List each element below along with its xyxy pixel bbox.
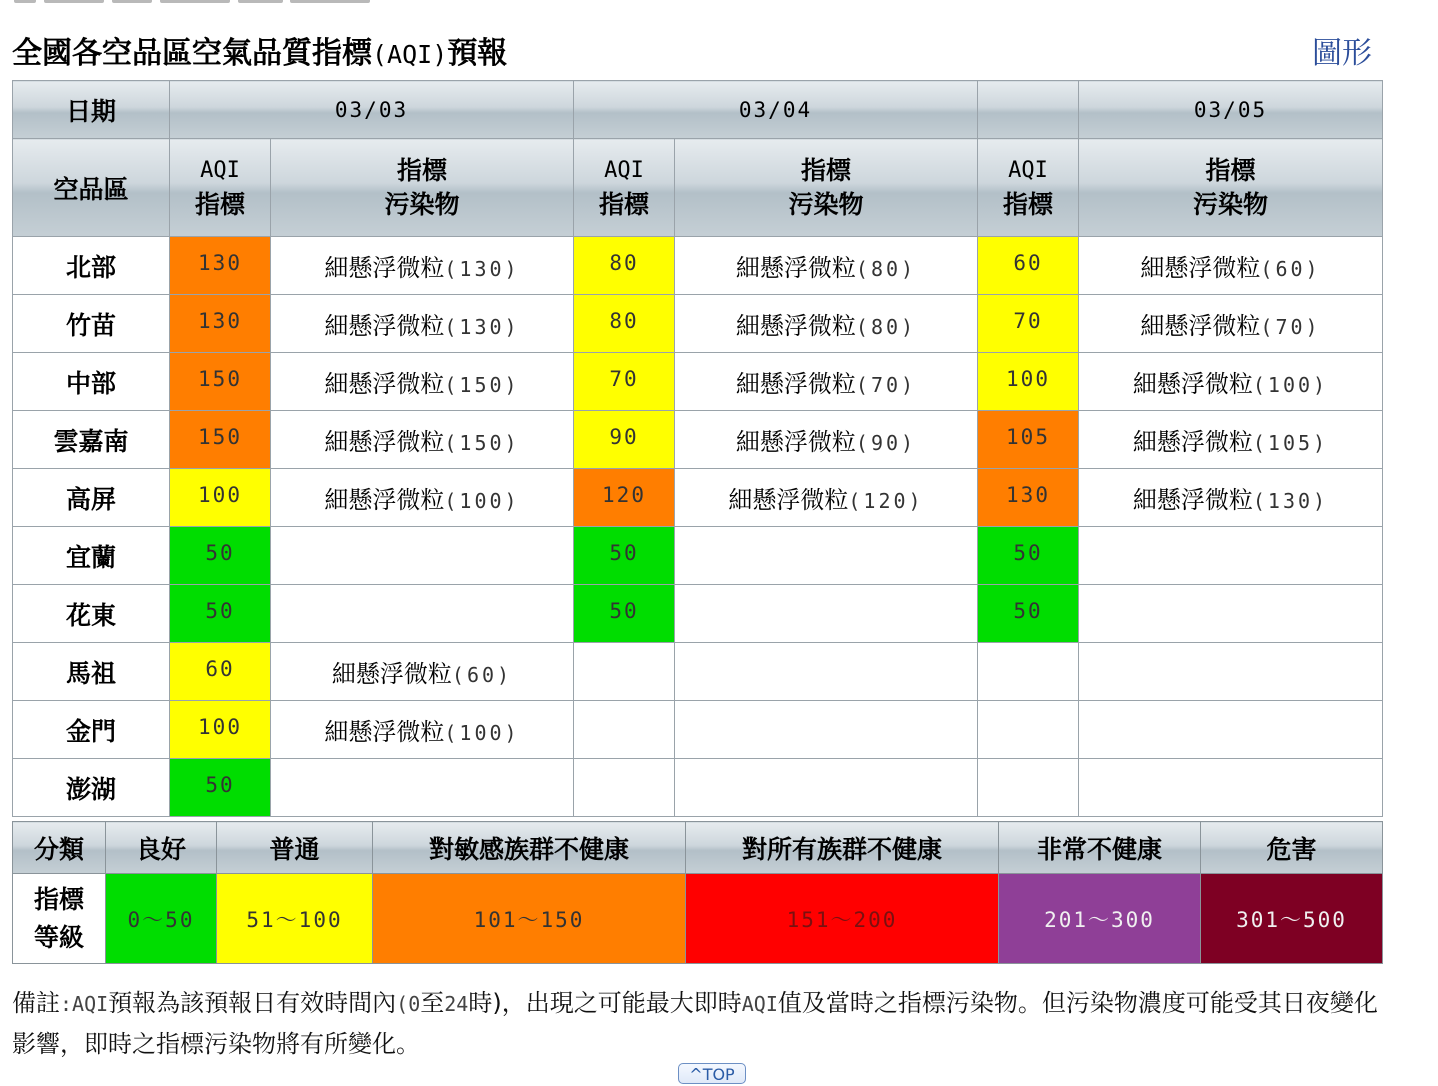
- legend-range-cell: 0～50: [106, 874, 217, 964]
- aqi-value-cell: 130: [170, 295, 271, 353]
- pollutant-value: (100): [444, 721, 520, 745]
- pollutant-cell: [271, 759, 574, 817]
- pollutant-cell: [675, 295, 978, 353]
- aqi-value-cell: 60: [170, 643, 271, 701]
- pollutant-cell: [1079, 469, 1383, 527]
- pollutant-cell: [1079, 585, 1383, 643]
- pollutant-name: 細懸浮微粒: [1140, 312, 1261, 340]
- pollutant-value: (120): [848, 489, 924, 513]
- aqi-value-cell: 50: [978, 527, 1079, 585]
- legend-category-name: 普通: [217, 822, 373, 874]
- pollutant-cell: [271, 527, 574, 585]
- pollutant-header: 指標 污染物: [1079, 139, 1383, 237]
- pollutant-name: 細懸浮微粒: [735, 312, 856, 340]
- legend-range-cell: 301～500: [1201, 874, 1383, 964]
- table-row: [13, 585, 1383, 643]
- aqi-value-cell: 80: [574, 295, 675, 353]
- pollutant-cell: [271, 469, 574, 527]
- aqi-header: AQI 指標: [574, 139, 675, 237]
- title-code: (AQI): [372, 40, 448, 69]
- aqi-value-cell: [574, 759, 675, 817]
- aqi-value-cell: 50: [170, 585, 271, 643]
- table-row: [13, 353, 1383, 411]
- pollutant-name: 細懸浮微粒: [324, 428, 445, 456]
- forecast-table: [12, 80, 1383, 817]
- back-to-top-button[interactable]: ^TOP: [678, 1063, 746, 1084]
- pollutant-name: 細懸浮微粒: [331, 660, 452, 688]
- aqi-value-cell: 105: [978, 411, 1079, 469]
- pollutant-name: 細懸浮微粒: [1132, 370, 1253, 398]
- pollutant-cell: [1079, 759, 1383, 817]
- pollutant-cell: [271, 585, 574, 643]
- region-name: 澎湖: [13, 759, 170, 817]
- pollutant-value: (80): [855, 257, 917, 281]
- legend-category-name: 對敏感族群不健康: [373, 822, 686, 874]
- pollutant-value: (130): [1252, 489, 1329, 513]
- legend-range-cell: 201～300: [999, 874, 1201, 964]
- footnote: 備註:AQI預報為該預報日有效時間內(0至24時)，出現之可能最大即時AQI值及當時之指標污染物。但污染物濃度可能受其日夜變化影響，即時之指標污染物將有所變化。: [12, 989, 1378, 1058]
- legend-category-name: 危害: [1201, 822, 1383, 874]
- pollutant-cell: [675, 353, 978, 411]
- region-name: 中部: [13, 353, 170, 411]
- pollutant-value: (150): [444, 373, 520, 397]
- region-name: 雲嘉南: [13, 411, 170, 469]
- aqi-value-cell: 80: [574, 237, 675, 295]
- aqi-value-cell: 50: [574, 527, 675, 585]
- title-suffix: 預報: [447, 36, 508, 71]
- pollutant-value: (60): [1260, 257, 1321, 281]
- region-name: 馬祖: [13, 643, 170, 701]
- date-0305: 03/05: [1079, 81, 1383, 139]
- pollutant-name: 細懸浮微粒: [324, 370, 445, 398]
- table-row: [13, 295, 1383, 353]
- pollutant-value: (100): [1252, 373, 1329, 397]
- date-0303: 03/03: [170, 81, 574, 139]
- pollutant-header: 指標 污染物: [271, 139, 574, 237]
- pollutant-cell: [675, 643, 978, 701]
- region-name: 高屏: [13, 469, 170, 527]
- pollutant-cell: [675, 411, 978, 469]
- table-row: [13, 237, 1383, 295]
- chart-link[interactable]: 圖形: [1312, 36, 1372, 71]
- legend-range-cell: 51～100: [217, 874, 373, 964]
- pollutant-cell: [1079, 353, 1383, 411]
- aqi-value-cell: 70: [574, 353, 675, 411]
- aqi-legend-table: [12, 821, 1383, 964]
- region-name: 北部: [13, 237, 170, 295]
- pollutant-cell: [1079, 295, 1383, 353]
- page-title: [12, 34, 507, 74]
- pollutant-name: 細懸浮微粒: [324, 486, 445, 514]
- pollutant-value: (150): [444, 431, 520, 455]
- aqi-value-cell: 60: [978, 237, 1079, 295]
- pollutant-value: (130): [444, 315, 520, 339]
- table-row: [13, 759, 1383, 817]
- legend-index-label: 指標 等級: [13, 874, 106, 964]
- aqi-value-cell: 130: [978, 469, 1079, 527]
- region-name: 金門: [13, 701, 170, 759]
- pollutant-cell: [271, 643, 574, 701]
- aqi-value-cell: 70: [978, 295, 1079, 353]
- pollutant-name: 細懸浮微粒: [324, 718, 445, 746]
- pollutant-cell: [271, 411, 574, 469]
- top-cropped-strip: [0, 0, 1438, 6]
- aqi-value-cell: 100: [978, 353, 1079, 411]
- aqi-value-cell: 50: [170, 759, 271, 817]
- table-row: [13, 411, 1383, 469]
- table-row: [13, 469, 1383, 527]
- pollutant-value: (70): [855, 373, 917, 397]
- pollutant-name: 細懸浮微粒: [728, 486, 849, 514]
- pollutant-name: 細懸浮微粒: [324, 254, 445, 282]
- pollutant-header: 指標 污染物: [675, 139, 978, 237]
- legend-range-cell: 151～200: [686, 874, 999, 964]
- pollutant-name: 細懸浮微粒: [324, 312, 445, 340]
- pollutant-name: 細懸浮微粒: [735, 254, 856, 282]
- pollutant-cell: [271, 295, 574, 353]
- aqi-value-cell: [978, 643, 1079, 701]
- pollutant-cell: [1079, 643, 1383, 701]
- aqi-value-cell: 50: [170, 527, 271, 585]
- pollutant-value: (130): [444, 257, 520, 281]
- pollutant-cell: [675, 701, 978, 759]
- pollutant-name: 細懸浮微粒: [735, 370, 856, 398]
- pollutant-value: (90): [855, 431, 917, 455]
- aqi-value-cell: 150: [170, 411, 271, 469]
- aqi-value-cell: 50: [978, 585, 1079, 643]
- region-header: 空品區: [13, 139, 170, 237]
- legend-range-cell: 101～150: [373, 874, 686, 964]
- pollutant-cell: [675, 527, 978, 585]
- pollutant-name: 細懸浮微粒: [1132, 486, 1253, 514]
- region-name: 竹苗: [13, 295, 170, 353]
- date-0305-spacer: [978, 81, 1079, 139]
- legend-category-name: 良好: [106, 822, 217, 874]
- table-row: [13, 527, 1383, 585]
- aqi-value-cell: 100: [170, 701, 271, 759]
- aqi-header: AQI 指標: [170, 139, 271, 237]
- pollutant-value: (100): [444, 489, 520, 513]
- pollutant-cell: [675, 237, 978, 295]
- pollutant-name: 細懸浮微粒: [1140, 254, 1261, 282]
- title-prefix: 全國各空品區空氣品質指標: [12, 36, 372, 71]
- aqi-value-cell: 130: [170, 237, 271, 295]
- aqi-value-cell: [978, 759, 1079, 817]
- pollutant-cell: [675, 585, 978, 643]
- pollutant-cell: [271, 237, 574, 295]
- table-row: [13, 643, 1383, 701]
- table-row: [13, 701, 1383, 759]
- pollutant-name: 細懸浮微粒: [1132, 428, 1253, 456]
- aqi-value-cell: 120: [574, 469, 675, 527]
- aqi-header: AQI 指標: [978, 139, 1079, 237]
- pollutant-value: (80): [855, 315, 917, 339]
- region-name: 花東: [13, 585, 170, 643]
- pollutant-value: (60): [451, 663, 513, 687]
- region-name: 宜蘭: [13, 527, 170, 585]
- pollutant-cell: [675, 469, 978, 527]
- aqi-value-cell: [978, 701, 1079, 759]
- aqi-value-cell: 50: [574, 585, 675, 643]
- aqi-value-cell: [574, 701, 675, 759]
- legend-category-name: 對所有族群不健康: [686, 822, 999, 874]
- pollutant-cell: [271, 701, 574, 759]
- pollutant-cell: [1079, 411, 1383, 469]
- aqi-value-cell: 90: [574, 411, 675, 469]
- pollutant-cell: [1079, 527, 1383, 585]
- pollutant-cell: [1079, 237, 1383, 295]
- legend-category-label: 分類: [13, 822, 106, 874]
- legend-category-name: 非常不健康: [999, 822, 1201, 874]
- aqi-value-cell: 150: [170, 353, 271, 411]
- aqi-value-cell: [574, 643, 675, 701]
- pollutant-cell: [675, 759, 978, 817]
- pollutant-name: 細懸浮微粒: [735, 428, 856, 456]
- aqi-value-cell: 100: [170, 469, 271, 527]
- pollutant-cell: [1079, 701, 1383, 759]
- pollutant-cell: [271, 353, 574, 411]
- pollutant-value: (70): [1260, 315, 1321, 339]
- date-0304: 03/04: [574, 81, 978, 139]
- pollutant-value: (105): [1252, 431, 1329, 455]
- date-header: 日期: [13, 81, 170, 139]
